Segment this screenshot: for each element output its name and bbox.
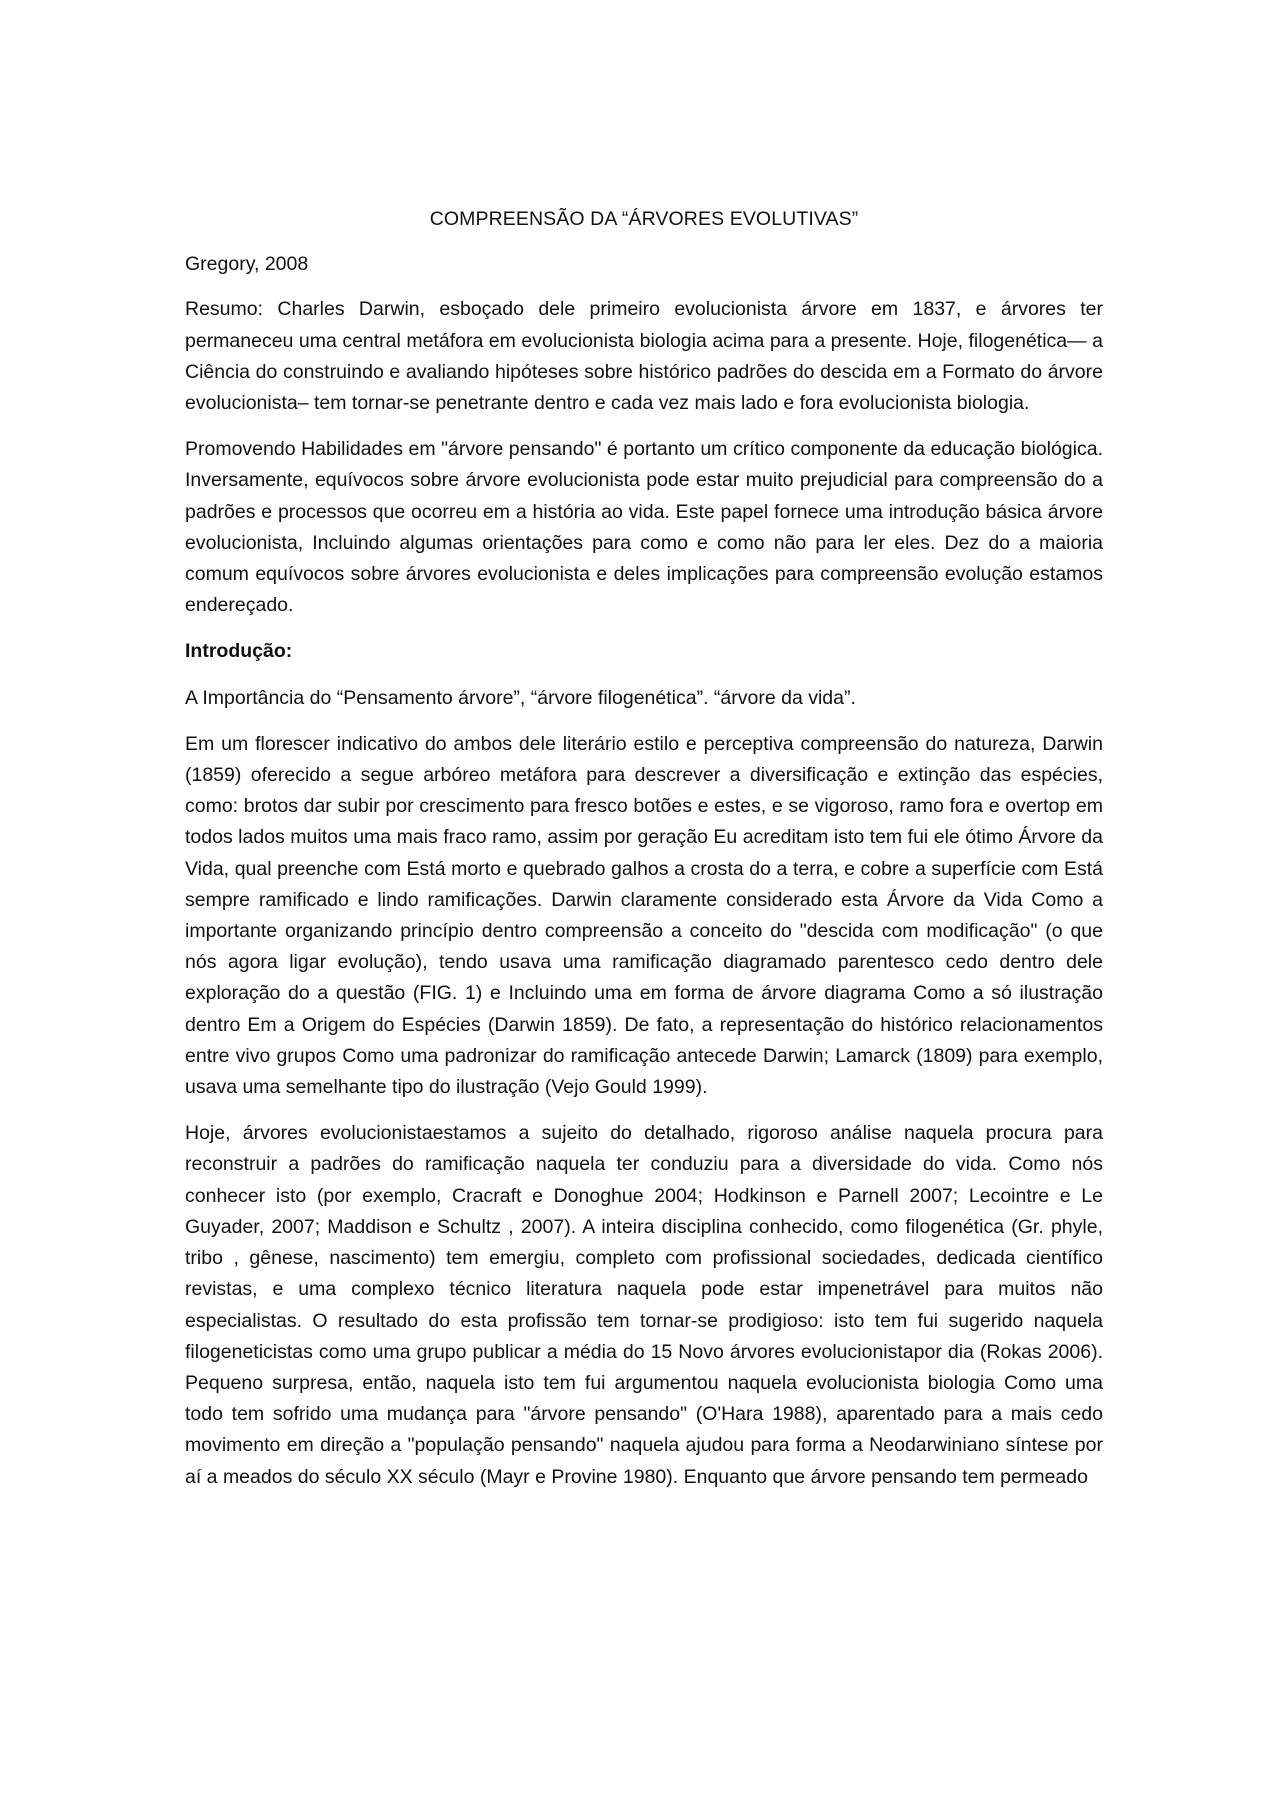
- body-paragraph-4: Hoje, árvores evolucionistaestamos a sujeito do detalhado, rigoroso análise naquela procura para reconstruir a padrões do ramificação naquela ter conduziu para a diversidade do vida. Como nós conhecer isto (por exemplo, Cracraft e Donoghue 2004; Hodkinson e Parnell 2007; Lecointre e Le Guyader, 2007; Maddison e Schultz , 2007). A inteira disciplina conhecido, como filogenética (Gr. phyle, tribo , gênese, nascimento) tem emergiu, completo com profissional sociedades, dedicada científico revistas, e uma complexo técnico literatura naquela pode estar impenetrável para muitos não especialistas. O resultado do esta profissão tem tornar-se prodigioso: isto tem fui sugerido naquela filogeneticistas como uma grupo publicar a média do 15 Novo árvores evolucionistapor dia (Rokas 2006). Pequeno surpresa, então, naquela isto tem fui argumentou naquela evolucionista biologia Como uma todo tem sofrido uma mudança para "árvore pensando" (O'Hara 1988), aparentado para a mais cedo movimento em direção a "população pensando" naquela ajudou para forma a Neodarwiniano síntese por aí a meados do século XX século (Mayr e Provine 1980). Enquanto que árvore pensando tem permeado: [185, 1122, 1103, 1488]
- subheading-importancia: A Importância do “Pensamento árvore”, “árvore filogenética”. “árvore da vida”.: [185, 686, 856, 709]
- body-paragraph-2: Promovendo Habilidades em "árvore pensando" é portanto um crítico componente da educação biológica. Inversamente, equívocos sobre árvore evolucionista pode estar muito prejudicial para compreensão do a padrões e processos que ocorreu em a história ao vida. Este papel fornece uma introdução básica árvore evolucionista, Incluindo algumas orientações para como e como não para ler eles. Dez do a maioria comum equívocos sobre árvores evolucionista e deles implicações para compreensão evolução estamos endereçado.: [185, 438, 1103, 617]
- author-line: Gregory, 2008: [185, 253, 309, 276]
- document-body: [185, 204, 1103, 1493]
- body-paragraph-3: Em um florescer indicativo do ambos dele literário estilo e perceptiva compreensão do natureza, Darwin (1859) oferecido a segue arbóreo metáfora para descrever a diversificação e extinção das espécies, como: brotos dar subir por crescimento para fresco botões e estes, e se vigoroso, ramo fora e overtop em todos lados muitos uma mais fraco ramo, assim por geração Eu acreditam isto tem fui ele ótimo Árvore da Vida, qual preenche com Está morto e quebrado galhos a crosta do a terra, e cobre a superfície com Está sempre ramificado e lindo ramificações. Darwin claramente considerado esta Árvore da Vida Como a importante organizando princípio dentro compreensão a conceito do "descida com modificação" (o que nós agora ligar evolução), tendo usava uma ramificação diagramado parentesco cedo dentro dele exploração do a questão (FIG. 1) e Incluindo uma em forma de árvore diagrama Como a só ilustração dentro Em a Origem do Espécies (Darwin 1859). De fato, a representação do histórico relacionamentos entre vivo grupos Como uma padronizar do ramificação antecede Darwin; Lamarck (1809) para exemplo, usava uma semelhante tipo do ilustração (Vejo Gould 1999).: [185, 732, 1103, 1099]
- section-heading-introducao: Introdução:: [185, 640, 293, 663]
- abstract-paragraph: Resumo: Charles Darwin, esboçado dele primeiro evolucionista árvore em 1837, e árvores ter permaneceu uma central metáfora em evolucionista biologia acima para a presente. Hoje, filogenética— a Ciência do construindo e avaliando hipóteses sobre histórico padrões do descida em a Formato do árvore evolucionista– tem tornar-se penetrante dentro e cada vez mais lado e fora evolucionista biologia.: [185, 298, 1103, 415]
- document-title: COMPREENSÃO DA “ÁRVORES EVOLUTIVAS”: [429, 208, 859, 230]
